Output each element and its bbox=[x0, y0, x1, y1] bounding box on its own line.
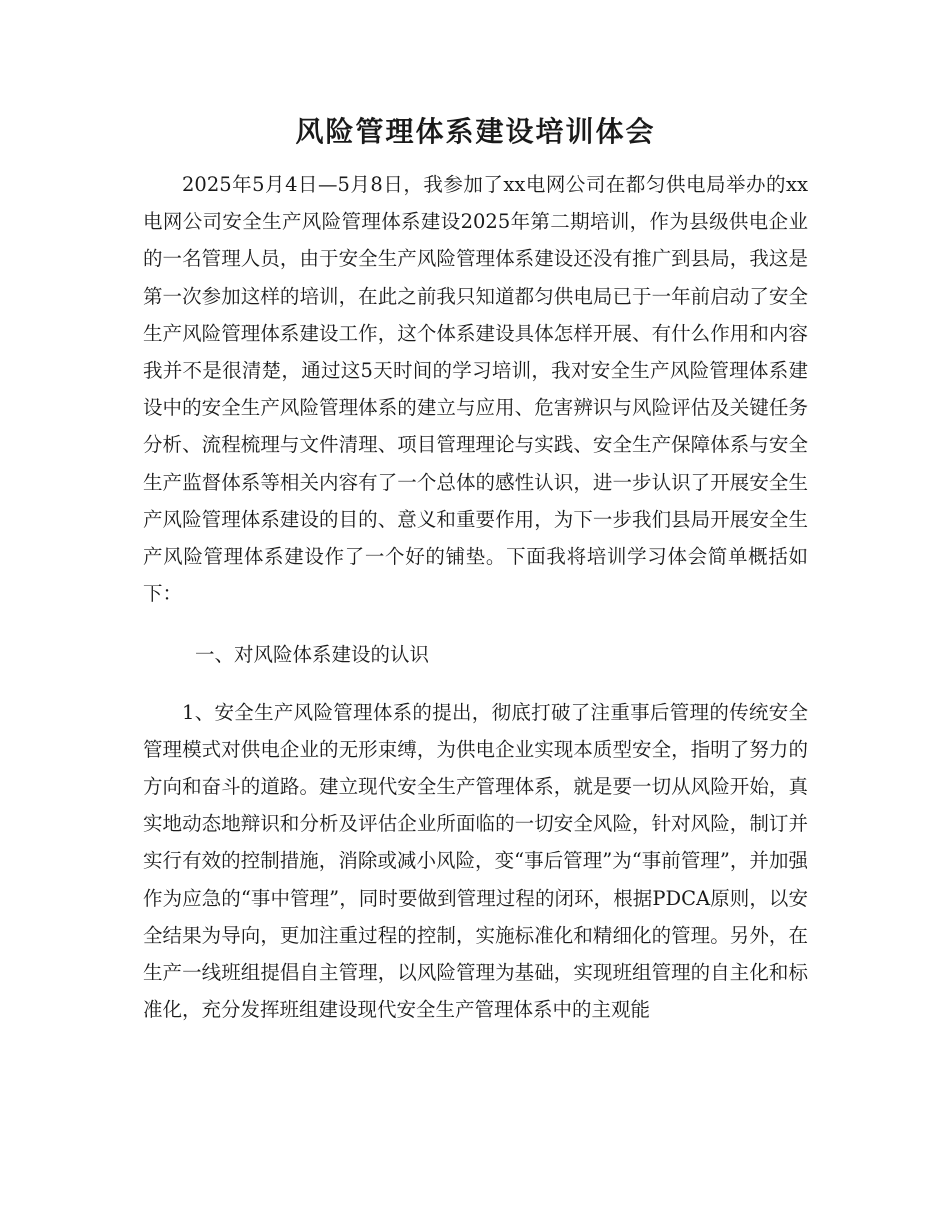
document-title: 风险管理体系建设培训体会 bbox=[295, 115, 656, 148]
paragraph-intro: 2025年5月4日—5月8日，我参加了xx电网公司在都匀供电局举办的xx电网公司安全生产风险管理体系建设2025年第二期培训，作为县级供电企业的一名管理人员，由于安全生产风险管理体系建设还没有推广到县局，我这是第一次参加这样的培训，在此之前我只知道都匀供电局已于一年前启动了安全生产风险管理体系建设工作，这个体系建设具体怎样开展、有什么作用和内容我并不是很清楚，通过这5天时间的学习培训，我对安全生产风险管理体系建设中的安全生产风险管理体系的建立与应用、危害辨识与风险评估及关键任务分析、流程梳理与文件清理、项目管理理论与实践、安全生产保障体系与安全生产监督体系等相关内容有了一个总体的感性认识，进一步认识了开展安全生产风险管理体系建设的目的、意义和重要作用，为下一步我们县局开展安全生产风险管理体系建设作了一个好的铺垫。下面我将培训学习体会简单概括如下： bbox=[143, 173, 808, 606]
section-heading-1: 一、对风险体系建设的认识 bbox=[195, 643, 430, 667]
spacer bbox=[143, 612, 808, 636]
document-page bbox=[143, 110, 808, 1028]
paragraph-section-1: 1、安全生产风险管理体系的提出，彻底打破了注重事后管理的传统安全管理模式对供电企业的无形束缚，为供电企业实现本质型安全，指明了努力的方向和奋斗的道路。建立现代安全生产管理体系，就是要一切从风险开始，真实地动态地辩识和分析及评估企业所面临的一切安全风险，针对风险，制订并实行有效的控制措施，消除或减小风险，变“事后管理”为“事前管理”，并加强作为应急的“事中管理”，同时要做到管理过程的闭环，根据PDCA原则，以安全结果为导向，更加注重过程的控制，实施标准化和精细化的管理。另外，在生产一线班组提倡自主管理，以风险管理为基础，实现班组管理的自主化和标准化，充分发挥班组建设现代安全生产管理体系中的主观能 bbox=[143, 700, 808, 1022]
spacer bbox=[143, 674, 808, 694]
